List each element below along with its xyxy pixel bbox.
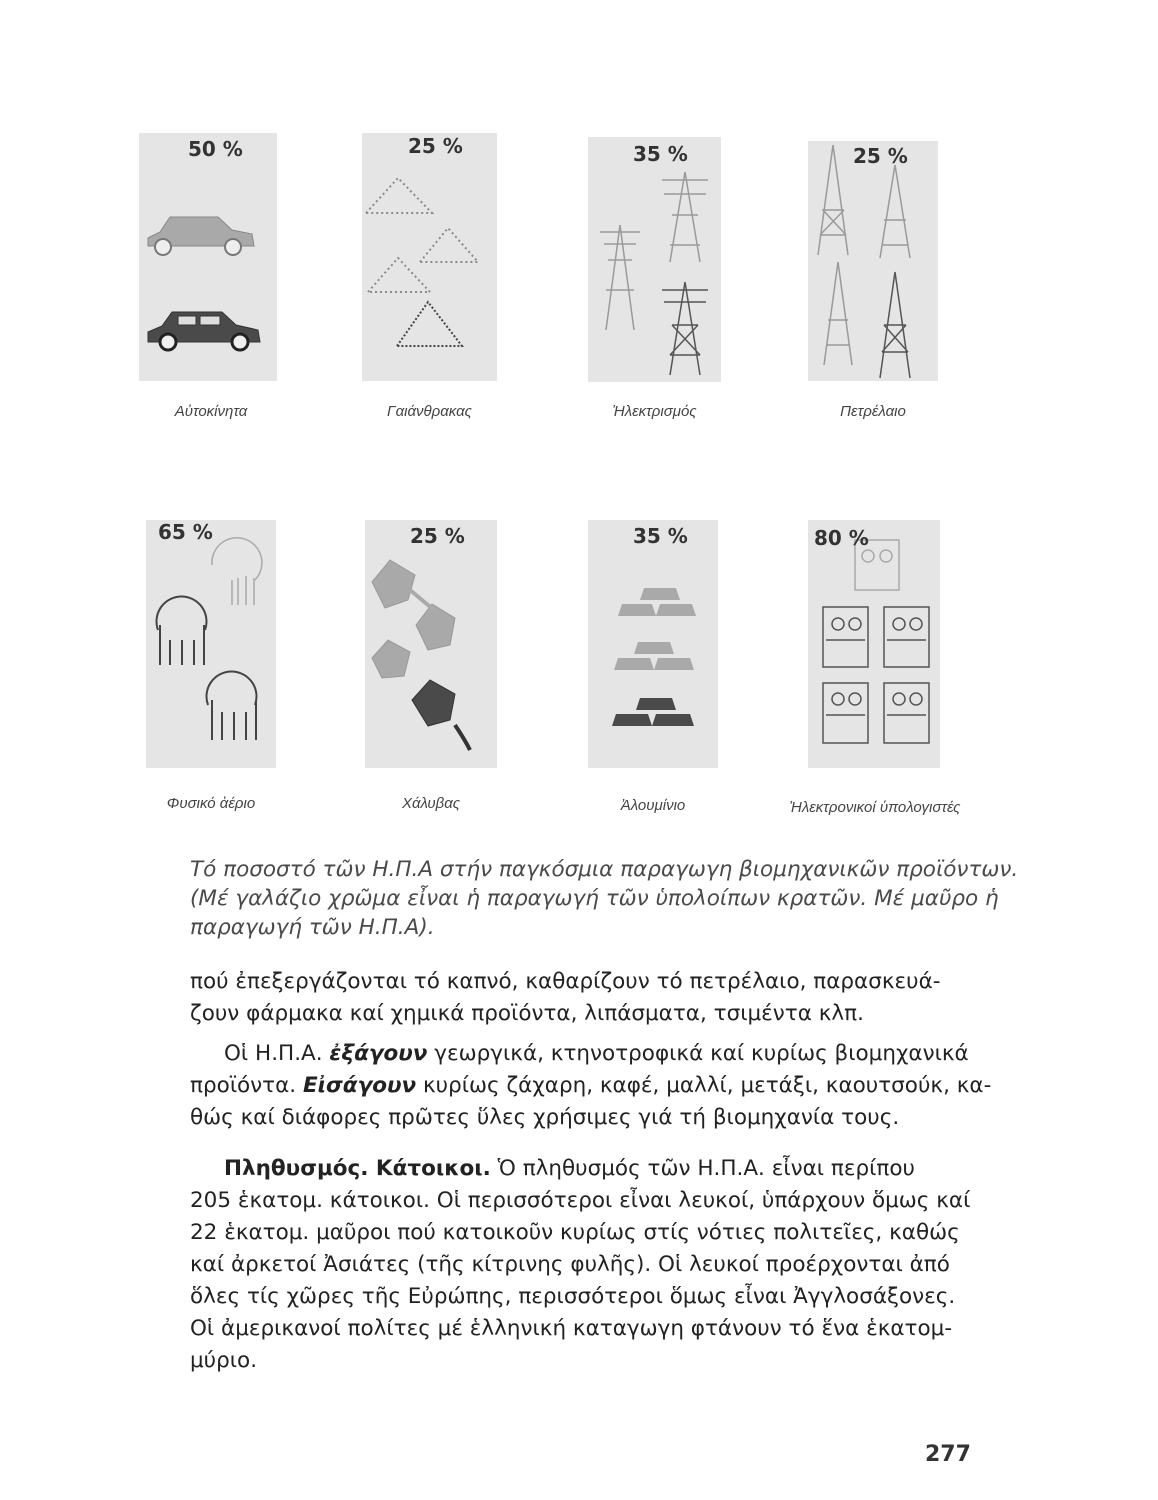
text-line: πού ἐπεξεργάζονται τό καπνό, καθαρίζουν τό πετρέλαιο, παρασκευά-: [190, 969, 941, 994]
text-fragment: γεωργικά, κτηνοτροφικά καί κυρίως βιομηχανικά: [427, 1041, 969, 1066]
text-line: θώς καί διάφορες πρῶτες ὕλες χρήσιμες γιά τή βιομηχανία τους.: [190, 1105, 900, 1130]
percent-aluminium: 35 %: [633, 524, 688, 548]
label-coal: Γαιάνθρακας: [387, 403, 472, 420]
text-line: καί ἀρκετοί Ἀσιάτες (τῆς κίτρινης φυλῆς). Οἱ λευκοί προέρχονται ἀπό: [190, 1252, 950, 1277]
label-gas: Φυσικό ἀέριο: [166, 795, 256, 812]
paragraph-population: [190, 1153, 990, 1377]
percent-cars: 50 %: [188, 137, 243, 161]
paragraph-exports: [190, 1038, 990, 1134]
label-steel: Χάλυβας: [401, 795, 461, 812]
text-line: 22 ἑκατομ. μαῦροι πού κατοικοῦν κυρίως στίς νότιες πολιτεῖες, καθώς: [190, 1220, 960, 1245]
text-fragment: κυρίως ζάχαρη, καφέ, μαλλί, μετάξι, καουτσούκ, κα-: [416, 1073, 992, 1098]
percent-oil: 25 %: [853, 144, 908, 168]
text-line: Οἱ ἀμερικανοί πολίτες μέ ἑλληνική καταγωγη φτάνουν τό ἕνα ἑκατομ-: [190, 1316, 953, 1341]
text-line: [190, 1038, 990, 1070]
label-computers: Ἠλεκτρονικοί ὑπολογιστές: [789, 799, 961, 816]
page-number: 277: [925, 1442, 971, 1467]
panel-electricity-bg: [588, 137, 721, 382]
label-cars: Αὐτοκίνητα: [174, 403, 248, 420]
label-electricity: Ἠλεκτρισμός: [612, 403, 697, 420]
percent-computers: 80 %: [814, 526, 869, 550]
text-line: ὅλες τίς χῶρες τῆς Εὐρώπης, περισσότεροι ὅμως εἶναι Ἀγγλοσάξονες.: [190, 1284, 956, 1309]
text-line: ζουν φάρμακα καί χημικά προϊόντα, λιπάσματα, τσιμέντα κλπ.: [190, 1001, 864, 1026]
label-aluminium: Ἀλουμίνιο: [620, 797, 686, 814]
exports-term: ἐξάγουν: [329, 1041, 428, 1066]
percent-gas: 65 %: [158, 520, 213, 544]
text-line: [190, 1070, 990, 1102]
caption-line: Τό ποσοστό τῶν Η.Π.Α στήν παγκόσμια παραγωγη βιομηχανικῶν προϊόντων.: [190, 857, 1019, 882]
percent-coal: 25 %: [408, 134, 463, 158]
text-line: [190, 1153, 990, 1185]
panel-coal-bg: [362, 133, 497, 381]
text-line: 205 ἑκατομ. κάτοικοι. Οἱ περισσότεροι εἶναι λευκοί, ὑπάρχουν ὅμως καί: [190, 1188, 971, 1213]
label-oil: Πετρέλαιο: [840, 403, 906, 420]
text-fragment: Οἱ Η.Π.Α.: [224, 1041, 330, 1066]
percent-electricity: 35 %: [633, 142, 688, 166]
population-heading: Πληθυσμός. Κάτοικοι.: [224, 1156, 491, 1181]
text-fragment: Ὁ πληθυσμός τῶν Η.Π.Α. εἶναι περίπου: [490, 1156, 915, 1181]
figure-caption: [190, 855, 1019, 942]
percent-steel: 25 %: [410, 524, 465, 548]
caption-line: (Μέ γαλάζιο χρῶμα εἶναι ἡ παραγωγή τῶν ὑπολοίπων κρατῶν. Μέ μαῦρο ἡ: [190, 886, 999, 911]
caption-line: παραγωγή τῶν Η.Π.Α).: [190, 915, 435, 940]
paragraph-industries: [190, 966, 990, 1030]
imports-term: Εἰσάγουν: [302, 1073, 417, 1098]
text-fragment: προϊόντα.: [190, 1073, 303, 1098]
text-line: μύριο.: [190, 1348, 258, 1373]
